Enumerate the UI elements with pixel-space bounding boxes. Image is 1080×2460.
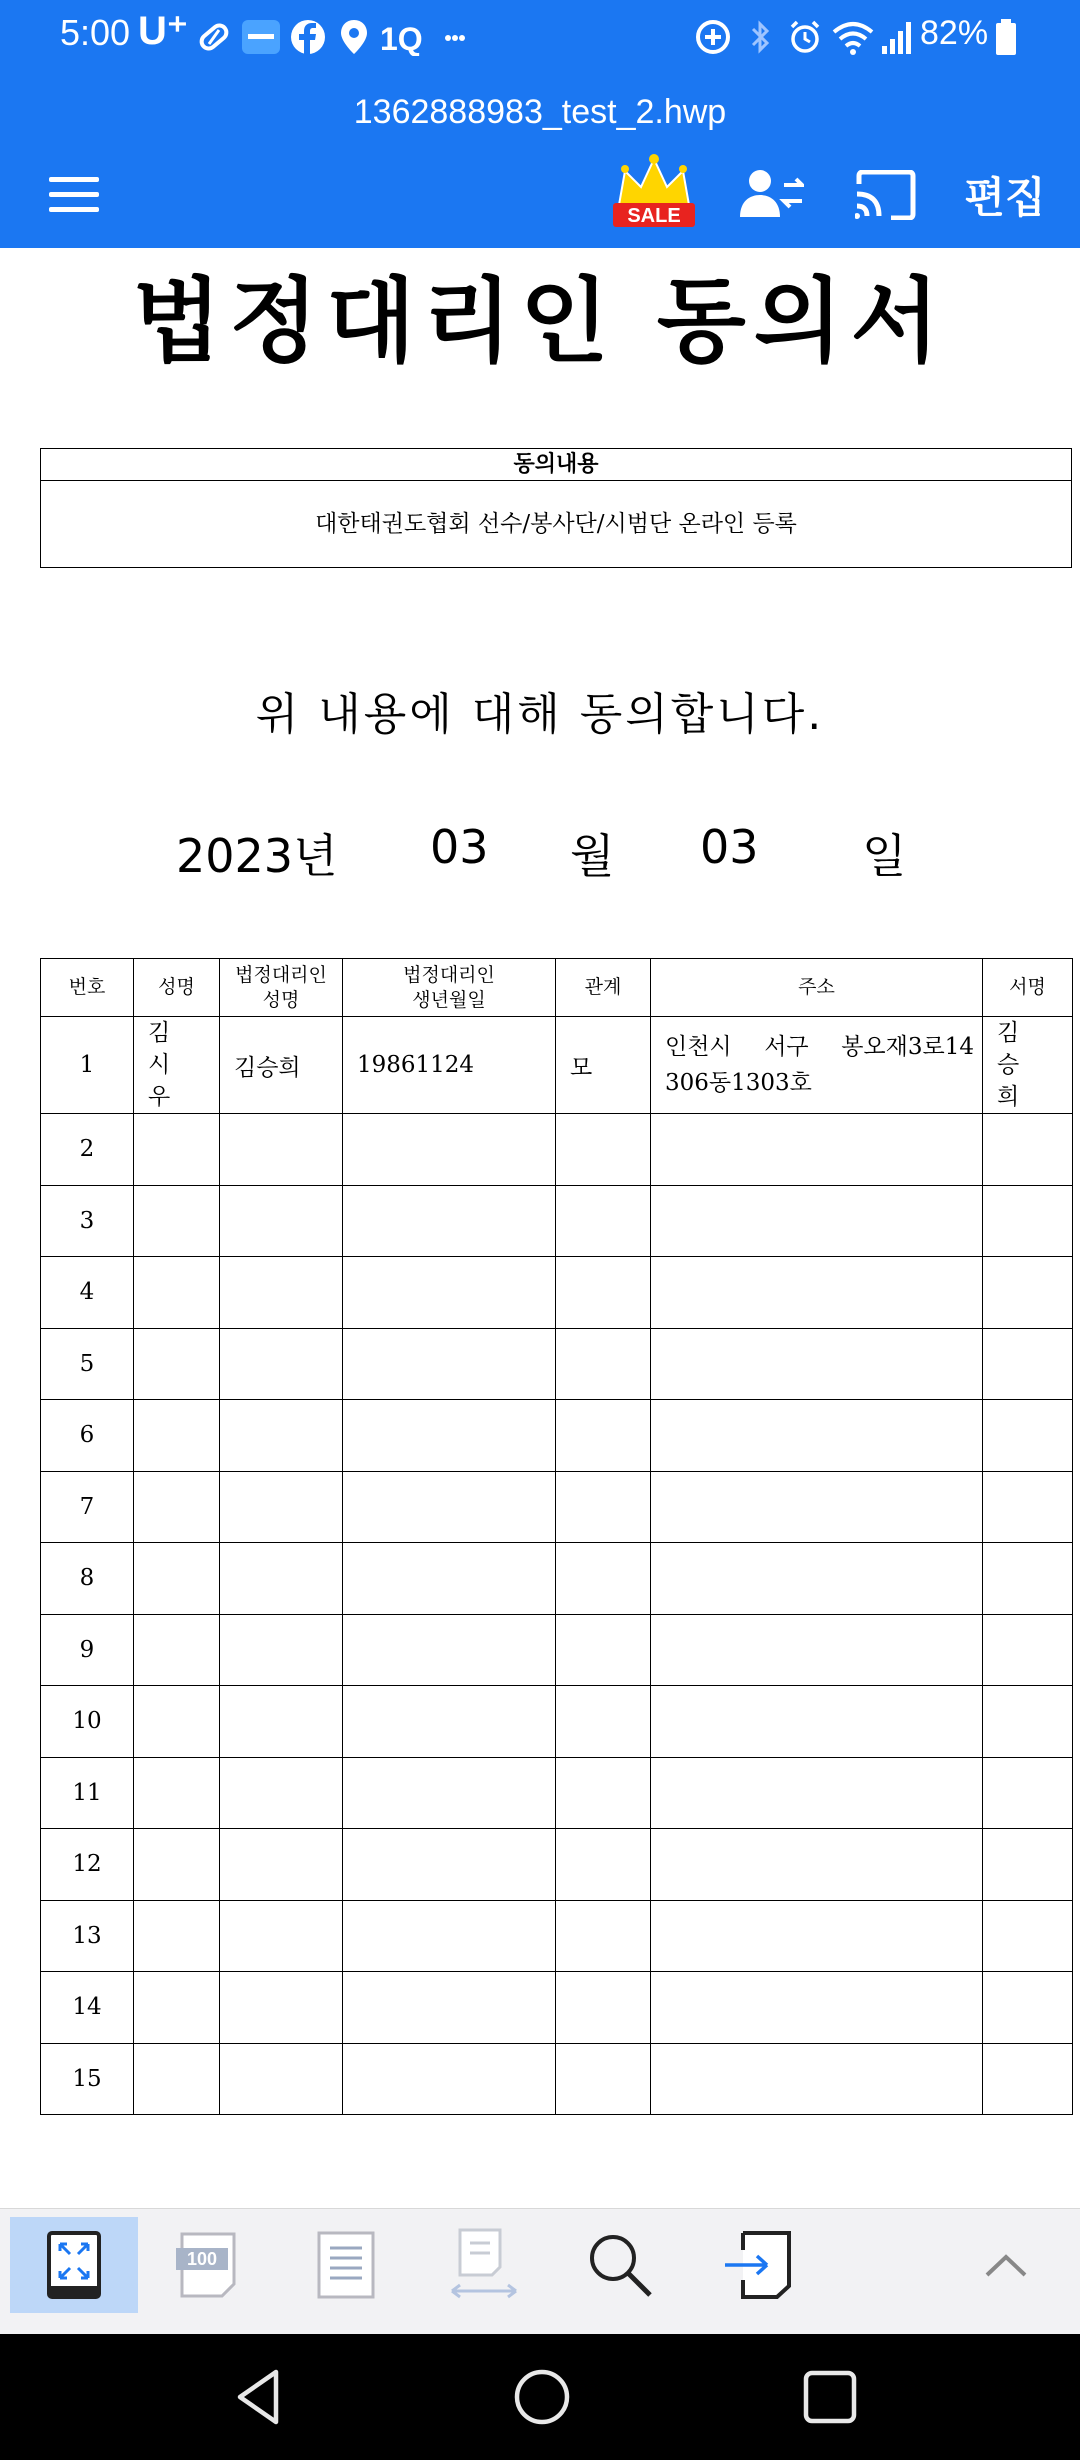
table-row — [41, 1328, 1073, 1400]
name-cell — [134, 1686, 220, 1758]
sale-promo-button[interactable] — [606, 145, 702, 241]
location-pin-icon — [338, 18, 370, 56]
relation-cell — [556, 1686, 651, 1758]
rep-birth-cell — [343, 1614, 556, 1686]
name-cell — [134, 1614, 220, 1686]
table-row — [41, 1185, 1073, 1257]
address-line-2: 306동1303호 — [665, 1070, 812, 1096]
row-number-cell: 8 — [41, 1543, 134, 1615]
battery-percent: 82% — [920, 14, 989, 52]
row-number-cell: 1 — [41, 1017, 134, 1114]
row-number-cell: 6 — [41, 1400, 134, 1472]
table-header-row — [41, 959, 1073, 1017]
document-page — [0, 248, 1080, 2208]
header-address: 주소 — [651, 959, 983, 1017]
address-cell — [651, 1686, 983, 1758]
signature-cell — [983, 1328, 1073, 1400]
fit-screen-button[interactable] — [10, 2217, 138, 2313]
table-row — [41, 2043, 1073, 2115]
table-row — [41, 1114, 1073, 1186]
relation-cell — [556, 1757, 651, 1829]
page-view-icon — [316, 2230, 376, 2300]
rep-birth-cell — [343, 1686, 556, 1758]
user-switch-icon — [740, 167, 804, 223]
name-cell — [134, 1757, 220, 1829]
zoom-100-button[interactable] — [144, 2217, 272, 2313]
signature-cell — [983, 1972, 1073, 2044]
date-month-unit: 월 — [570, 829, 615, 883]
signature-cell — [983, 2043, 1073, 2115]
relation-cell — [556, 1471, 651, 1543]
table-row — [41, 1900, 1073, 1972]
table-row — [41, 1017, 1073, 1114]
address-cell — [651, 1471, 983, 1543]
row-number-cell: 14 — [41, 1972, 134, 2044]
address-cell — [651, 1900, 983, 1972]
system-nav-bar — [0, 2334, 1080, 2460]
signature-cell — [983, 1114, 1073, 1186]
address-cell — [651, 1257, 983, 1329]
relation-cell — [556, 1972, 651, 2044]
row-number-cell: 3 — [41, 1185, 134, 1257]
name-cell — [134, 1972, 220, 2044]
table-row — [41, 1471, 1073, 1543]
row-number-cell: 10 — [41, 1686, 134, 1758]
name-cell: 김 시 우 — [134, 1017, 220, 1114]
wifi-icon — [832, 18, 874, 56]
rep-name-cell — [220, 1614, 343, 1686]
home-icon — [513, 2368, 571, 2426]
table-row — [41, 1400, 1073, 1472]
consent-header: 동의내용 — [41, 449, 1071, 481]
edit-label: 편집 — [964, 173, 1046, 222]
table-row — [41, 1686, 1073, 1758]
row-number-cell: 15 — [41, 2043, 134, 2115]
facebook-icon — [290, 18, 326, 56]
expand-toolbar-button[interactable] — [942, 2217, 1070, 2313]
export-icon — [723, 2230, 793, 2300]
name-cell — [134, 1114, 220, 1186]
signature-cell — [983, 1757, 1073, 1829]
agreement-sentence: 위 내용에 대해 동의합니다. — [255, 689, 825, 740]
table-body — [41, 1017, 1073, 2115]
rep-name-cell — [220, 1114, 343, 1186]
rep-name-cell — [220, 1328, 343, 1400]
back-icon — [232, 2368, 284, 2426]
cast-icon — [855, 170, 917, 220]
rep-birth-cell — [343, 1400, 556, 1472]
rep-name-cell — [220, 1185, 343, 1257]
row-number-cell: 4 — [41, 1257, 134, 1329]
rep-name-cell: 김승희 — [220, 1017, 343, 1114]
header-no: 번호 — [41, 959, 134, 1017]
date-day-unit: 일 — [862, 829, 907, 883]
header-rep-name-line1: 법정대리인 — [235, 963, 327, 986]
cast-button[interactable] — [846, 155, 926, 235]
table-row — [41, 1757, 1073, 1829]
header-rep-name — [220, 959, 343, 1017]
app-bar — [0, 75, 1080, 248]
signature-cell — [983, 1686, 1073, 1758]
relation-cell — [556, 1257, 651, 1329]
signature-cell — [983, 1185, 1073, 1257]
file-name: 1362888983_test_2.hwp — [353, 93, 727, 131]
crown-icon — [609, 153, 699, 233]
address-cell — [651, 1017, 983, 1114]
search-button[interactable] — [556, 2217, 684, 2313]
reflow-view-icon — [448, 2227, 520, 2303]
name-cell — [134, 1543, 220, 1615]
address-part-2: 서구 — [764, 1034, 809, 1060]
date-year: 2023년 — [176, 829, 338, 883]
bottom-toolbar — [0, 2208, 1080, 2334]
rep-birth-cell — [343, 1471, 556, 1543]
rep-name-cell — [220, 1543, 343, 1615]
rep-birth-cell: 19861124 — [343, 1017, 556, 1114]
zoom-level-text: 100 — [186, 2249, 218, 2269]
signature-cell — [983, 1900, 1073, 1972]
zoom-100-icon — [176, 2230, 240, 2300]
fit-screen-icon — [46, 2230, 102, 2300]
row-number-cell: 11 — [41, 1757, 134, 1829]
guardian-table — [40, 958, 1073, 2115]
name-cell — [134, 1829, 220, 1901]
row-number-cell: 9 — [41, 1614, 134, 1686]
signature-cell — [983, 1614, 1073, 1686]
status-time: 5:00 — [60, 12, 131, 53]
signature-cell — [983, 1257, 1073, 1329]
one-q-icon — [380, 18, 424, 56]
header-rep-birth — [343, 959, 556, 1017]
consent-text: 대한태권도협회 선수/봉사단/시범단 온라인 등록 — [315, 511, 797, 537]
status-bar — [0, 0, 1080, 75]
table-row — [41, 1614, 1073, 1686]
back-button[interactable] — [218, 2362, 298, 2432]
bluetooth-icon — [748, 18, 772, 56]
page-view-button[interactable] — [282, 2217, 410, 2313]
rep-birth-cell — [343, 1114, 556, 1186]
name-cell — [134, 1185, 220, 1257]
name-cell — [134, 1400, 220, 1472]
address-cell — [651, 1757, 983, 1829]
hamburger-icon — [49, 175, 99, 215]
signature-cell — [983, 1543, 1073, 1615]
chevron-up-icon — [983, 2251, 1029, 2279]
home-button[interactable] — [502, 2362, 582, 2432]
signal-icon — [880, 18, 916, 56]
address-cell — [651, 1400, 983, 1472]
relation-cell — [556, 2043, 651, 2115]
address-cell — [651, 1614, 983, 1686]
date-day-value: 03 — [700, 820, 759, 874]
more-icon — [444, 18, 466, 56]
address-cell — [651, 1185, 983, 1257]
signature-cell — [983, 1471, 1073, 1543]
relation-cell — [556, 1829, 651, 1901]
relation-cell — [556, 1185, 651, 1257]
rep-name-cell — [220, 1900, 343, 1972]
address-cell — [651, 1829, 983, 1901]
svg-text:1Q: 1Q — [380, 21, 423, 56]
rep-birth-cell — [343, 1257, 556, 1329]
document-title: 법정대리인 동의서 — [132, 268, 948, 375]
relation-cell — [556, 1400, 651, 1472]
name-cell — [134, 1328, 220, 1400]
row-number-cell: 12 — [41, 1829, 134, 1901]
carrier-label: U⁺ — [138, 9, 188, 53]
date-month-value: 03 — [430, 820, 489, 874]
rep-birth-cell — [343, 1972, 556, 2044]
address-cell — [651, 2043, 983, 2115]
rep-birth-cell — [343, 1543, 556, 1615]
data-saver-icon — [694, 18, 732, 56]
menu-button[interactable] — [36, 155, 112, 235]
rep-name-cell — [220, 1686, 343, 1758]
address-part-1: 인천시 — [665, 1034, 732, 1060]
relation-cell: 모 — [556, 1017, 651, 1114]
relation-cell — [556, 1328, 651, 1400]
table-row — [41, 1543, 1073, 1615]
name-cell — [134, 1471, 220, 1543]
rep-name-cell — [220, 1829, 343, 1901]
rep-birth-cell — [343, 1185, 556, 1257]
battery-icon — [994, 18, 1018, 56]
signature-cell — [983, 1400, 1073, 1472]
header-rep-birth-line1: 법정대리인 — [403, 963, 495, 986]
edit-button[interactable] — [950, 155, 1060, 235]
signature-cell — [983, 1829, 1073, 1901]
header-rep-name-line2: 성명 — [262, 988, 300, 1011]
row-number-cell: 5 — [41, 1328, 134, 1400]
name-cell — [134, 1900, 220, 1972]
user-switch-button[interactable] — [732, 155, 812, 235]
sale-badge-text: SALE — [627, 205, 681, 227]
recents-icon — [802, 2369, 858, 2425]
rep-birth-cell — [343, 1328, 556, 1400]
top-bar — [0, 0, 1080, 248]
address-cell — [651, 1114, 983, 1186]
row-number-cell: 7 — [41, 1471, 134, 1543]
name-cell — [134, 2043, 220, 2115]
header-name: 성명 — [134, 959, 220, 1017]
relation-cell — [556, 1543, 651, 1615]
rep-name-cell — [220, 1400, 343, 1472]
rep-birth-cell — [343, 1757, 556, 1829]
header-relation: 관계 — [556, 959, 651, 1017]
header-rep-birth-line2: 생년월일 — [412, 988, 486, 1011]
rep-name-cell — [220, 1471, 343, 1543]
rep-name-cell — [220, 1972, 343, 2044]
rep-birth-cell — [343, 1900, 556, 1972]
recents-button[interactable] — [790, 2362, 870, 2432]
pill-icon — [196, 18, 232, 56]
consent-box — [40, 448, 1072, 568]
rep-birth-cell — [343, 2043, 556, 2115]
address-cell — [651, 1328, 983, 1400]
name-cell — [134, 1257, 220, 1329]
table-row — [41, 1972, 1073, 2044]
export-button[interactable] — [694, 2217, 822, 2313]
table-row — [41, 1829, 1073, 1901]
row-number-cell: 13 — [41, 1900, 134, 1972]
search-icon — [586, 2231, 654, 2299]
rep-name-cell — [220, 2043, 343, 2115]
address-part-3: 봉오재3로14 — [841, 1034, 974, 1060]
address-cell — [651, 1543, 983, 1615]
reflow-view-button[interactable] — [420, 2217, 548, 2313]
table-row — [41, 1257, 1073, 1329]
relation-cell — [556, 1614, 651, 1686]
relation-cell — [556, 1900, 651, 1972]
rep-name-cell — [220, 1257, 343, 1329]
address-line-1 — [665, 1029, 974, 1065]
address-cell — [651, 1972, 983, 2044]
relation-cell — [556, 1114, 651, 1186]
rep-birth-cell — [343, 1829, 556, 1901]
row-number-cell: 2 — [41, 1114, 134, 1186]
header-signature: 서명 — [983, 959, 1073, 1017]
alarm-icon — [788, 18, 822, 56]
samsung-securities-icon — [242, 18, 280, 56]
rep-name-cell — [220, 1757, 343, 1829]
signature-cell: 김 승 희 — [983, 1017, 1073, 1114]
